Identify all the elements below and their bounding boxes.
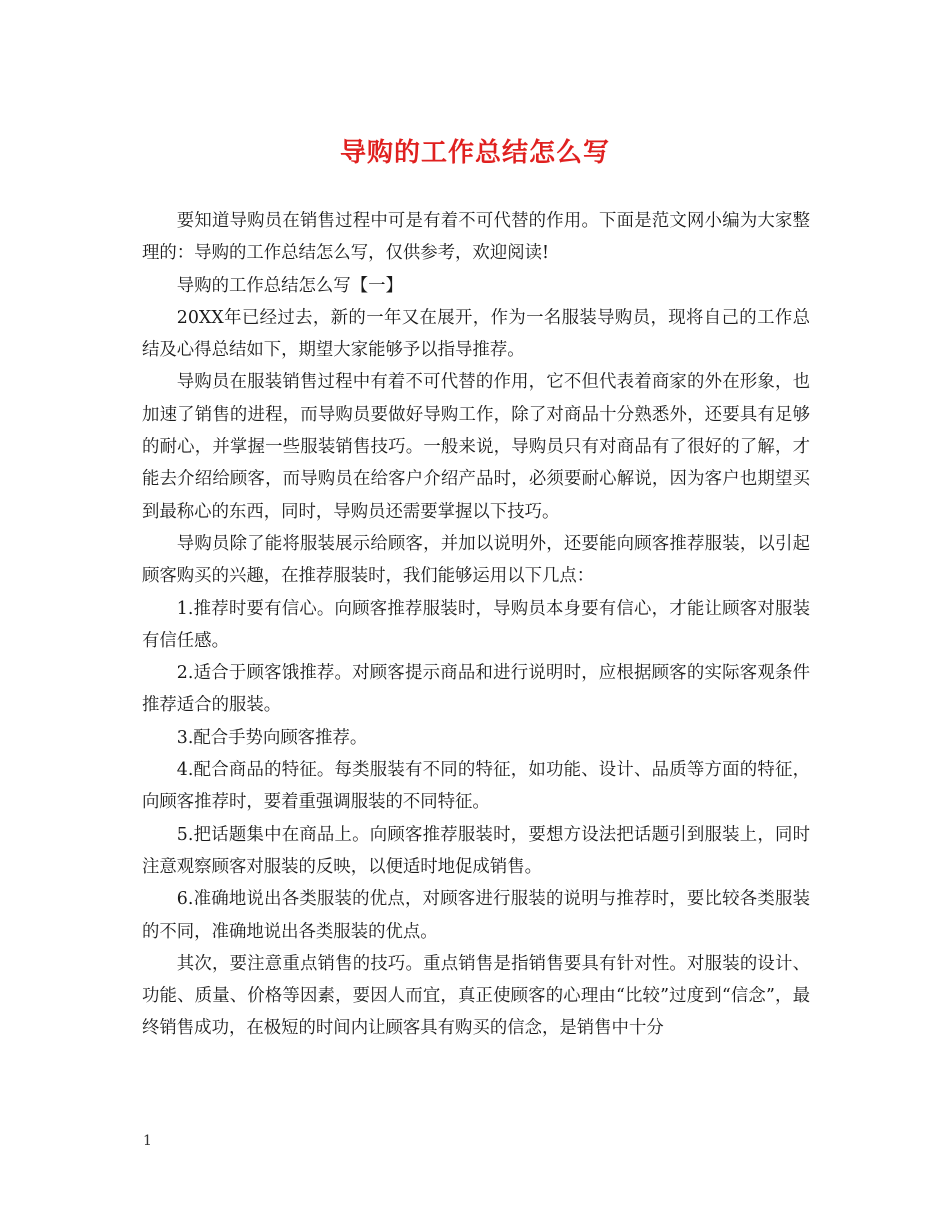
- paragraph: 导购员除了能将服装展示给顾客，并加以说明外，还要能向顾客推荐服装，以引起顾客购买的兴趣，在推荐服装时，我们能够运用以下几点：: [142, 533, 810, 587]
- list-item: 4.配合商品的特征。每类服装有不同的特征，如功能、设计、品质等方面的特征，向顾客推荐时，要着重强调服装的不同特征。: [142, 760, 810, 813]
- list-item: 2.适合于顾客饿推荐。对顾客提示商品和进行说明时，应根据顾客的实际客观条件推荐适合的服装。: [142, 663, 810, 716]
- document-body: [142, 205, 810, 1045]
- list-item: 1.推荐时要有信心。向顾客推荐服装时，导购员本身要有信心，才能让顾客对服装有信任感。: [142, 598, 810, 651]
- list-item: 5.把话题集中在商品上。向顾客推荐服装时，要想方设法把话题引到服装上，同时注意观察顾客对服装的反映，以便适时地促成销售。: [142, 824, 810, 877]
- paragraph: 导购员在服装销售过程中有着不可代替的作用，它不但代表着商家的外在形象，也加速了销售的进程，而导购员要做好导购工作，除了对商品十分熟悉外，还要具有足够的耐心，并掌握一些服装销售技巧。一般来说，导购员只有对商品有了很好的了解，才能去介绍给顾客，而导购员在给客户介绍产品时，必须要耐心解说，因为客户也期望买到最称心的东西，同时，导购员还需要掌握以下技巧。: [142, 372, 810, 522]
- paragraph: 其次，要注意重点销售的技巧。重点销售是指销售要具有针对性。对服装的设计、功能、质量、价格等因素，要因人而宜，真正使顾客的心理由“比较”过度到“信念”，最终销售成功，在极短的时间内让顾客具有购买的信念，是销售中十分: [142, 953, 810, 1039]
- paragraph: 20XX年已经过去，新的一年又在展开，作为一名服装导购员，现将自己的工作总结及心得总结如下，期望大家能够予以指导推荐。: [142, 307, 810, 361]
- section-heading: 导购的工作总结怎么写【一】: [176, 275, 403, 296]
- list-item: 6.准确地说出各类服装的优点，对顾客进行服装的说明与推荐时，要比较各类服装的不同，准确地说出各类服装的优点。: [142, 889, 810, 942]
- page-number: 1: [143, 1133, 152, 1149]
- paragraph-intro: 要知道导购员在销售过程中可是有着不可代替的作用。下面是范文网小编为大家整理的：导购的工作总结怎么写，仅供参考，欢迎阅读!: [142, 211, 810, 264]
- document-title: 导购的工作总结怎么写: [339, 138, 610, 168]
- list-item: 3.配合手势向顾客推荐。: [176, 727, 368, 748]
